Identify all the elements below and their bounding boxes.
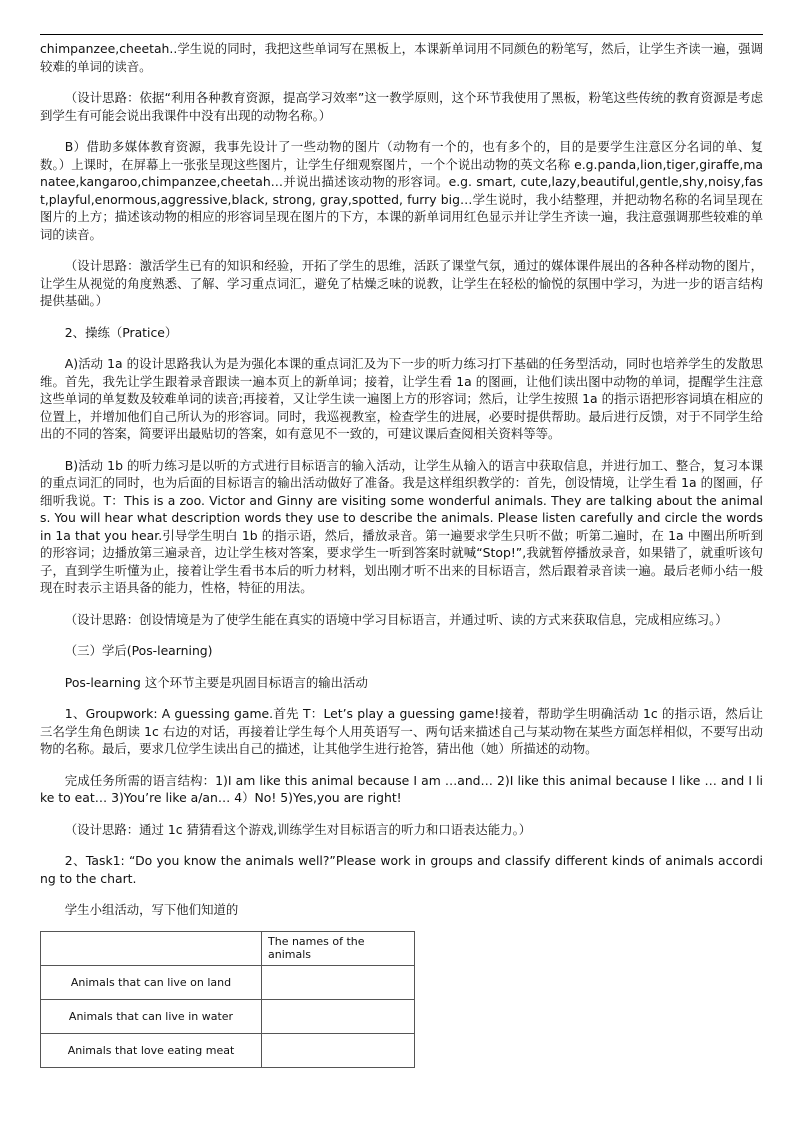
paragraph-14: 2、Task1: “Do you know the animals well?”Please work in groups and classify different kinds of animals according to the chart. xyxy=(40,853,763,886)
paragraph-10: Pos-learning 这个环节主要是巩固目标语言的输出活动 xyxy=(64,674,368,690)
table-cell xyxy=(262,999,415,1033)
paragraph-15: 学生小组活动，写下他们知道的 xyxy=(64,902,239,917)
paragraph-2: （设计思路：依据“利用各种教育资源，提高学习效率”这一教学原则，这个环节我使用了黑板，粉笔这些传统的教育资源是考虑到学生有可能会说出我课件中没有出现的动物名称。） xyxy=(40,90,763,123)
table-cell xyxy=(41,931,262,965)
table-row xyxy=(41,999,415,1033)
paragraph-1: chimpanzee,cheetah..学生说的同时，我把这些单词写在黑板上，本课新单词用不同颜色的粉笔写，然后，让学生齐读一遍，强调较难的单词的读音。 xyxy=(40,41,763,74)
section-heading-pos-learning: （三）学后(Pos-learning) xyxy=(64,643,213,658)
table-row xyxy=(41,965,415,999)
paragraph-6: A)活动 1a 的设计思路我认为是为强化本课的重点词汇及为下一步的听力练习打下基础的任务型活动，同时也培养学生的发散思维。首先，我先让学生跟着录音跟读一遍本页上的新单词；接着，让学生看 1a 的图画，让他们读出图中动物的单词，提醒学生注意这些单词的单复数及较难单词的读音;再接着，又让学生读一遍图上方的形容词；然后，让学生按照 1a 的指示语把形容词填在相应的位置上，并增加他们自己所认为的形容词。同时，我巡视教室，检查学生的进展，必要时提供帮助。最后进行反馈，对于不同学生给出的不同的答案，简要评出最贴切的答案，如有意见不一致的，可建议课后查阅相关资料等等。 xyxy=(40,356,763,441)
paragraph-4: （设计思路：激活学生已有的知识和经验，开拓了学生的思维，活跃了课堂气氛，通过的媒体课件展出的各种各样动物的图片，让学生从视觉的角度熟悉、了解、学习重点词汇，避免了枯燥乏味的说教，让学生在轻松的愉悦的氛围中学习，为进一步的语言结构提供基础。） xyxy=(40,258,763,308)
table-cell xyxy=(262,1033,415,1067)
table-row-label: Animals that love eating meat xyxy=(41,1033,262,1067)
table-header-cell: The names of the animals xyxy=(262,931,415,965)
paragraph-11: 1、Groupwork: A guessing game.首先 T：Let’s play a guessing game!接着，帮助学生明确活动 1c 的指示语，然后让三名学生角色朗读 1c 右边的对话，再接着让学生每个人用英语写一、两句话来描述自己与某动物在某些方面怎样相似，不要写出动物的名称。最后，要求几位学生读出自己的描述，让其他学生进行抢答，猜出他（她）所描述的动物。 xyxy=(40,706,763,756)
table-header-row xyxy=(41,931,415,965)
table-row-label: Animals that can live on land xyxy=(41,965,262,999)
paragraph-3: B）借助多媒体教育资源，我事先设计了一些动物的图片（动物有一个的，也有多个的，目的是要学生注意区分名词的单、复数。）上课时，在屏幕上一张张呈现这些图片，让学生仔细观察图片，一个个说出动物的英文名称 e.g.panda,lion,tiger,giraffe,manatee,kangaroo,chimpanzee,cheetah…并说出描述该动物的形容词。e.g. smart, cute,lazy,beautiful,gentle,shy,noisy,fast,playful,enormous,aggressive,black, strong, gray,spotted, furry big…学生说时，我小结整理，并把动物名称的名词呈现在图片的上方；描述该动物的相应的形容词呈现在图片的下方，本课的新单词用红色显示并让学生齐读一遍，我注意强调那些较难的单词的读音。 xyxy=(40,139,763,242)
paragraph-7: B)活动 1b 的听力练习是以听的方式进行目标语言的输入活动，让学生从输入的语言中获取信息，并进行加工、整合，复习本课的重点词汇的同时，也为后面的目标语言的输出活动做好了准备。我是这样组织教学的：首先，创设情境，让学生看 1a 的图画，仔细听我说。T：This is a zoo. Victor and Ginny are visiting some wonderful animals. They are talking about the animals. You will hear what description words they use to describe the animals. Please listen carefully and circle the words in 1a that you hear.引导学生明白 1b 的指示语，然后，播放录音。第一遍要求学生只听不做；听第二遍时，在 1a 中圈出所听到的形容词；边播放第三遍录音，边让学生核对答案，要求学生一听到答案时就喊“Stop!”,我就暂停播放录音，如果错了，就重听该句子，直到学生听懂为止，接着让学生看书本后的听力材料，划出刚才听不出来的目标语言，然后跟着录音读一遍。最后老师小结一般现在时表示主语具备的能力，性格，特征的用法。 xyxy=(40,457,763,595)
document-body xyxy=(40,40,763,1068)
paragraph-13: （设计思路：通过 1c 猜猜看这个游戏,训练学生对目标语言的听力和口语表达能力。） xyxy=(64,821,532,837)
animals-chart-table xyxy=(40,931,415,1068)
paragraph-12: 完成任务所需的语言结构：1)I am like this animal because I am …and… 2)I like this animal because I like … and I like to eat… 3)You’re like a/an… 4）No! 5)Yes,you are right! xyxy=(40,772,763,805)
header-rule xyxy=(40,34,763,35)
table-row-label: Animals that can live in water xyxy=(41,999,262,1033)
table-row xyxy=(41,1033,415,1067)
paragraph-8: （设计思路：创设情境是为了使学生能在真实的语境中学习目标语言，并通过听、读的方式来获取信息，完成相应练习。） xyxy=(64,611,728,627)
table-cell xyxy=(262,965,415,999)
section-heading-practice: 2、操练（Pratice） xyxy=(64,324,178,340)
